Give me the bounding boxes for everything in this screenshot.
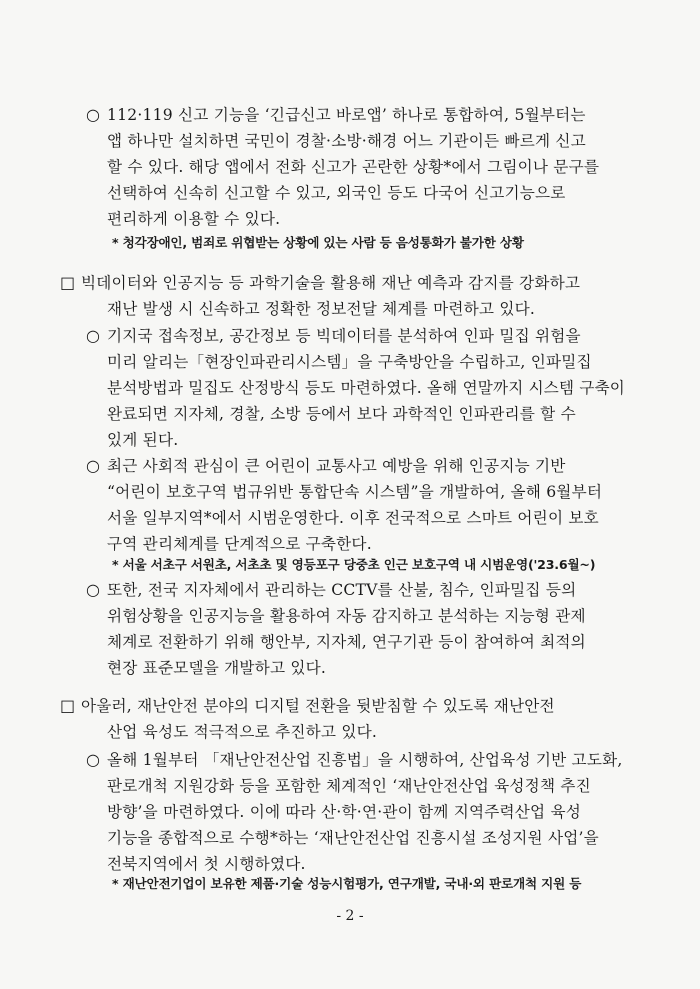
circle-bullet: ○ bbox=[86, 750, 100, 769]
text-line: 완료되면 지자체, 경찰, 소방 등에서 보다 과학적인 인파관리를 할 수 bbox=[107, 405, 576, 423]
text-line: 기능을 종합적으로 수행*하는 ‘재난안전산업 진흥시설 조성지원 사업’을 bbox=[107, 829, 599, 847]
text-line: 앱 하나만 설치하면 국민이 경찰·소방·해경 어느 기관이든 빠르게 신고 bbox=[107, 132, 586, 150]
text-line: 분석방법과 밀집도 산정방식 등도 마련하였다. 올해 연말까지 시스템 구축이 bbox=[107, 379, 626, 397]
footnote: * 청각장애인, 범죄로 위협받는 상황에 있는 사람 등 음성통화가 불가한 상황 bbox=[112, 235, 524, 250]
footnote: * 서울 서초구 서원초, 서초초 및 영등포구 당중초 인근 보호구역 내 시범운영('23.6월~) bbox=[112, 557, 596, 572]
text-line: 현장 표준모델을 개발하고 있다. bbox=[107, 659, 327, 677]
circle-bullet: ○ bbox=[86, 105, 100, 124]
text-line: 위험상황을 인공지능을 활용하여 자동 감지하고 분석하는 지능형 관제 bbox=[107, 607, 586, 625]
text-line: 재난 발생 시 신속하고 정확한 정보전달 체계를 마련하고 있다. bbox=[107, 300, 536, 318]
text-line: 선택하여 신속히 신고할 수 있고, 외국인 등도 다국어 신고기능으로 bbox=[107, 184, 566, 202]
circle-bullet: ○ bbox=[86, 326, 100, 345]
text-line: 기지국 접속정보, 공간정보 등 빅데이터를 분석하여 인파 밀집 위험을 bbox=[107, 327, 581, 345]
text-line: 전북지역에서 첫 시행하였다. bbox=[107, 855, 306, 873]
text-line: 있게 된다. bbox=[107, 431, 179, 449]
text-line: 미리 알리는「현장인파관리시스템」을 구축방안을 수립하고, 인파밀집 bbox=[107, 353, 592, 371]
text-line: 서울 일부지역*에서 시범운영한다. 이후 전국적으로 스마트 어린이 보호 bbox=[107, 509, 599, 527]
text-line: 구역 관리체계를 단계적으로 구축한다. bbox=[107, 535, 372, 553]
text-line: 또한, 전국 지자체에서 관리하는 CCTV를 산불, 침수, 인파밀집 등의 bbox=[107, 581, 577, 599]
text-line: “어린이 보호구역 법규위반 통합단속 시스템”을 개발하여, 올해 6월부터 bbox=[107, 483, 603, 501]
circle-bullet: ○ bbox=[86, 456, 100, 475]
text-line: 산업 육성도 적극적으로 추진하고 있다. bbox=[107, 723, 378, 741]
page-number: - 2 - bbox=[336, 908, 364, 924]
text-line: 빅데이터와 인공지능 등 과학기술을 활용해 재난 예측과 감지를 강화하고 bbox=[81, 274, 581, 292]
text-line: 체계로 전환하기 위해 행안부, 지자체, 연구기관 등이 참여하여 최적의 bbox=[107, 633, 586, 651]
square-bullet: □ bbox=[60, 696, 76, 715]
text-line: 편리하게 이용할 수 있다. bbox=[107, 210, 281, 228]
circle-bullet: ○ bbox=[86, 580, 100, 599]
text-line: 올해 1월부터 「재난안전산업 진흥법」을 시행하여, 산업육성 기반 고도화, bbox=[107, 751, 623, 769]
text-line: 최근 사회적 관심이 큰 어린이 교통사고 예방을 위해 인공지능 기반 bbox=[107, 457, 566, 475]
text-line: 112·119 신고 기능을 ‘긴급신고 바로앱’ 하나로 통합하여, 5월부터는 bbox=[107, 106, 586, 124]
square-bullet: □ bbox=[60, 273, 76, 292]
text-line: 아울러, 재난안전 분야의 디지털 전환을 뒷받침할 수 있도록 재난안전 bbox=[81, 697, 555, 715]
text-line: 방향’을 마련하였다. 이에 따라 산·학·연·관이 함께 지역주력산업 육성 bbox=[107, 803, 581, 821]
text-line: 판로개척 지원강화 등을 포함한 체계적인 ‘재난안전산업 육성정책 추진 bbox=[107, 777, 591, 795]
footnote: * 재난안전기업이 보유한 제품·기술 성능시험평가, 연구개발, 국내·외 판로개척 지원 등 bbox=[112, 876, 582, 891]
text-line: 할 수 있다. 해당 앱에서 전화 신고가 곤란한 상황*에서 그림이나 문구를 bbox=[107, 158, 600, 176]
